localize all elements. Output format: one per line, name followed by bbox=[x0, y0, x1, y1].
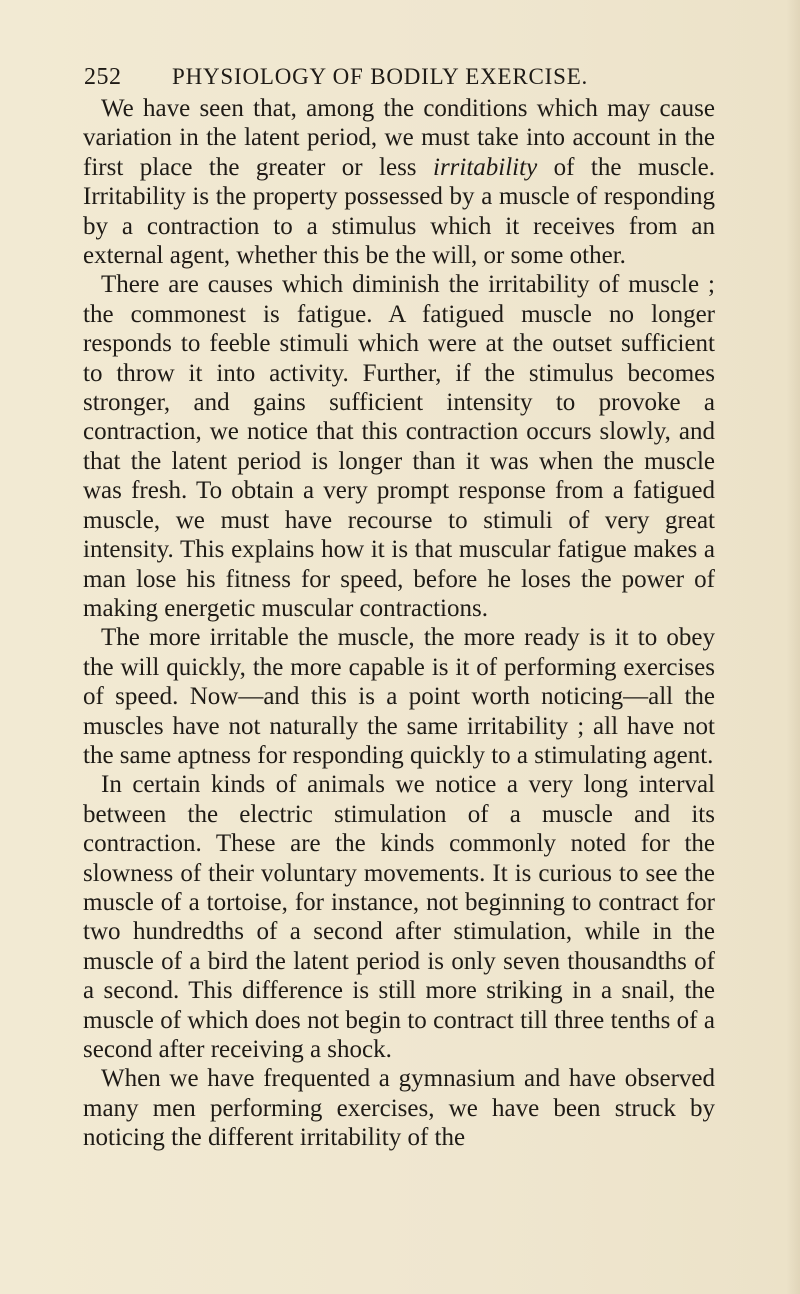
emphasized-term: irritability bbox=[433, 153, 538, 181]
paragraph-1 bbox=[83, 94, 715, 270]
body-text bbox=[83, 94, 715, 1153]
paragraph-4 bbox=[83, 770, 715, 1064]
paragraph-text: We have seen that, among the conditions which may cause variation in the latent period, we must take into account in the first place the greater or less bbox=[83, 95, 715, 181]
paragraph-text: There are causes which diminish the irritability of muscle ; the commonest is fatigue. A fatigued muscle no longer responds to feeble stimuli which were at the outset sufficient to throw it into activity. Further, if the stimulus becomes stronger, and gains sufficient intensity to provoke a contraction, we notice that this contraction occurs slowly, and that the latent period is longer than it was when the muscle was fresh. To obtain a very prompt response from a fatigued muscle, we must have recourse to stimuli of very great intensity. This explains how it is that muscular fatigue makes a man lose his fitness for speed, before he loses the power of making energetic muscular contractions. bbox=[83, 271, 715, 622]
paragraph-text: of the muscle. Irritability is the property possessed by a muscle of responding by a contraction to a stimulus which it receives from an external agent, whether this be the will, or some other. bbox=[83, 153, 715, 270]
paragraph-text: The more irritable the muscle, the more ready is it to obey the will quickly, the more capable is it of performing exercises of speed. Now—and this is a point worth noticing—all the muscles have not naturally the same irritability ; all have not the same aptness for responding quickly to a stimulating agent. bbox=[83, 624, 715, 769]
paragraph-3 bbox=[83, 623, 715, 770]
running-title: PHYSIOLOGY OF BODILY EXERCISE. bbox=[172, 64, 589, 89]
paragraph-5 bbox=[83, 1064, 715, 1152]
page-edge-shadow bbox=[786, 0, 800, 1294]
page-number: 252 bbox=[84, 64, 122, 90]
paragraph-2 bbox=[83, 270, 715, 623]
paragraph-text: When we have frequented a gymnasium and have observed many men performing exercises, we have been struck by noticing the different irritability of the bbox=[83, 1065, 715, 1152]
paragraph-text: In certain kinds of animals we notice a very long interval between the electric stimulation of a muscle and its contraction. These are the kinds commonly noted for the slowness of their voluntary movements. It is curious to see the muscle of a tortoise, for instance, not beginning to contract for two hundredths of a second after stimulation, while in the muscle of a bird the latent period is only seven thousandths of a second. This difference is still more striking in a snail, the muscle of which does not begin to contract till three tenths of a second after receiving a shock. bbox=[83, 771, 715, 1063]
